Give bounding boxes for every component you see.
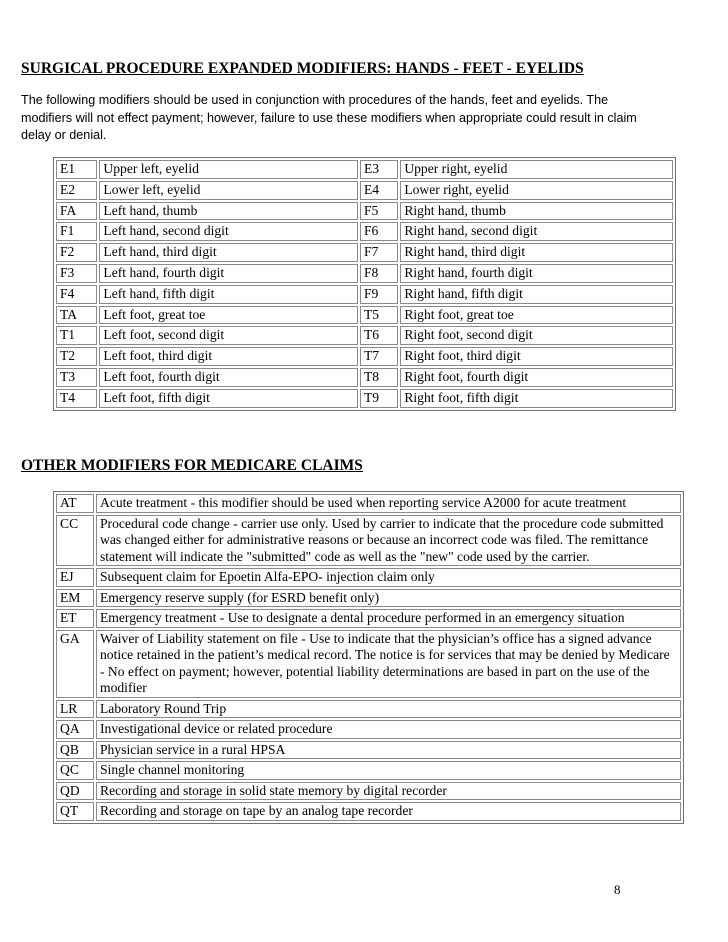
modifier-description: Upper right, eyelid: [400, 160, 673, 179]
table-row: [56, 494, 681, 513]
section-title-surgical-modifiers: SURGICAL PROCEDURE EXPANDED MODIFIERS: HANDS - FEET - EYELIDS: [21, 60, 584, 77]
modifier-code: T2: [56, 347, 97, 366]
description-text: Acute treatment - this modifier should be used when reporting service A2000 for acute treatment: [100, 495, 627, 510]
modifier-code: TA: [56, 306, 97, 325]
intro-paragraph: The following modifiers should be used in conjunction with procedures of the hands, feet and eyelids. The modifiers will not effect payment; however, failure to use these modifiers when appropriate could result in claim delay or denial.: [21, 93, 637, 142]
modifier-code: LR: [56, 700, 94, 719]
description-text: Emergency reserve supply (for ESRD benefit only): [100, 589, 380, 605]
modifier-code: F3: [56, 264, 97, 283]
modifier-code: F2: [56, 243, 97, 262]
modifier-code: FA: [56, 202, 97, 221]
table-row: [56, 347, 673, 366]
table-row: [56, 741, 681, 760]
modifier-description: [96, 741, 681, 760]
description-text: Recording and storage on tape by an analog tape recorder: [100, 803, 413, 818]
modifier-description: Left foot, second digit: [99, 326, 358, 345]
modifier-code: T8: [360, 368, 398, 387]
modifier-code: F7: [360, 243, 398, 262]
modifier-code: QC: [56, 761, 94, 780]
modifier-description: Left hand, third digit: [99, 243, 358, 262]
description-text: Subsequent claim for Epoetin Alfa-EPO- injection claim only: [100, 569, 435, 584]
description-text: Waiver of Liability statement on file - Use to indicate that the physician’s office has a signed advance notice retained in the patient’s medical record. The notice is for services that may be denied by Medicare: [100, 630, 670, 662]
modifier-description: Left hand, fifth digit: [99, 285, 358, 304]
modifier-description: [96, 609, 681, 628]
modifier-code: T4: [56, 389, 97, 408]
table-row: [56, 515, 681, 567]
modifier-code: T5: [360, 306, 398, 325]
modifier-code: E1: [56, 160, 97, 179]
modifier-description: [96, 494, 681, 513]
modifier-description: Right foot, fifth digit: [400, 389, 673, 408]
modifier-description: [96, 720, 681, 739]
table-row: [56, 700, 681, 719]
table-row: [56, 761, 681, 780]
modifier-description: [96, 515, 681, 567]
modifier-code: F4: [56, 285, 97, 304]
modifier-description: Left foot, third digit: [99, 347, 358, 366]
modifier-description: Left hand, thumb: [99, 202, 358, 221]
modifier-description: Left foot, fifth digit: [99, 389, 358, 408]
modifier-description: [96, 761, 681, 780]
table-row: [56, 285, 673, 304]
table-row: [56, 389, 673, 408]
modifier-description: Right foot, second digit: [400, 326, 673, 345]
table-row: [56, 568, 681, 587]
modifier-code: EM: [56, 589, 94, 608]
modifier-description: [96, 782, 681, 801]
modifier-code: QD: [56, 782, 94, 801]
modifier-code: ET: [56, 609, 94, 628]
modifier-description: [96, 568, 681, 587]
modifier-code: QA: [56, 720, 94, 739]
modifier-code: T7: [360, 347, 398, 366]
table-row: [56, 368, 673, 387]
table-row: [56, 243, 673, 262]
modifier-code: E2: [56, 181, 97, 200]
modifier-code: T6: [360, 326, 398, 345]
modifier-code: GA: [56, 630, 94, 698]
modifier-description: Upper left, eyelid: [99, 160, 358, 179]
table-row: [56, 160, 673, 179]
modifier-code: F6: [360, 222, 398, 241]
table-row: [56, 630, 681, 698]
modifier-code: E4: [360, 181, 398, 200]
table-row: [56, 609, 681, 628]
modifier-description: Right foot, great toe: [400, 306, 673, 325]
table-row: [56, 222, 673, 241]
description-text: Emergency treatment - Use to designate a dental procedure performed in an emergency situation: [100, 610, 625, 625]
modifier-description: [96, 630, 681, 698]
modifier-code: F5: [360, 202, 398, 221]
description-text: Recording and storage in solid state memory by digital recorder: [100, 782, 447, 798]
modifier-code: T9: [360, 389, 398, 408]
modifier-code: CC: [56, 515, 94, 567]
modifier-code: AT: [56, 494, 94, 513]
description-text: Procedural code change - carrier use only. Used by carrier to indicate that the procedure code submitted was changed either for administrative reasons or because an incorrect code was filed. The remittance statement will indicate the "submitted" code as well as the "new" code used by the carrier.: [100, 515, 664, 564]
modifier-description: Right hand, fifth digit: [400, 285, 673, 304]
table-row: [56, 181, 673, 200]
modifier-code: EJ: [56, 568, 94, 587]
description-text: Investigational device or related procedure: [100, 721, 333, 736]
modifier-code: QT: [56, 802, 94, 821]
modifier-code: E3: [360, 160, 398, 179]
table-row: [56, 720, 681, 739]
description-note: - No effect on payment; however, potential liability determinations are based in part on the use of the modifier: [100, 663, 650, 695]
description-text: Laboratory Round Trip: [100, 700, 227, 716]
modifier-description: Lower right, eyelid: [400, 181, 673, 200]
section-title-medicare-modifiers: OTHER MODIFIERS FOR MEDICARE CLAIMS: [21, 457, 363, 474]
modifier-code: F8: [360, 264, 398, 283]
modifier-description: Right hand, second digit: [400, 222, 673, 241]
modifier-description: Right foot, fourth digit: [400, 368, 673, 387]
modifier-description: Right hand, third digit: [400, 243, 673, 262]
modifier-code: F1: [56, 222, 97, 241]
table-row: [56, 589, 681, 608]
modifier-description: Right hand, fourth digit: [400, 264, 673, 283]
table-row: [56, 306, 673, 325]
modifier-description: [96, 802, 681, 821]
table-row: [56, 782, 681, 801]
medicare-modifiers-table: [53, 491, 684, 824]
modifier-description: Right hand, thumb: [400, 202, 673, 221]
modifier-code: T3: [56, 368, 97, 387]
table-row: [56, 802, 681, 821]
modifier-description: [96, 700, 681, 719]
modifier-description: Left foot, fourth digit: [99, 368, 358, 387]
modifier-description: Left hand, fourth digit: [99, 264, 358, 283]
modifier-description: Left hand, second digit: [99, 222, 358, 241]
table-row: [56, 264, 673, 283]
modifier-description: Left foot, great toe: [99, 306, 358, 325]
table-row: [56, 202, 673, 221]
modifier-description: Right foot, third digit: [400, 347, 673, 366]
modifier-description: [96, 589, 681, 608]
modifier-code: T1: [56, 326, 97, 345]
modifier-code: QB: [56, 741, 94, 760]
modifier-code: F9: [360, 285, 398, 304]
page-number: 8: [614, 882, 621, 897]
description-text: Physician service in a rural HPSA: [100, 741, 286, 757]
table-row: [56, 326, 673, 345]
description-text: Single channel monitoring: [100, 762, 245, 777]
modifier-description: Lower left, eyelid: [99, 181, 358, 200]
surgical-modifiers-table: [53, 157, 676, 411]
